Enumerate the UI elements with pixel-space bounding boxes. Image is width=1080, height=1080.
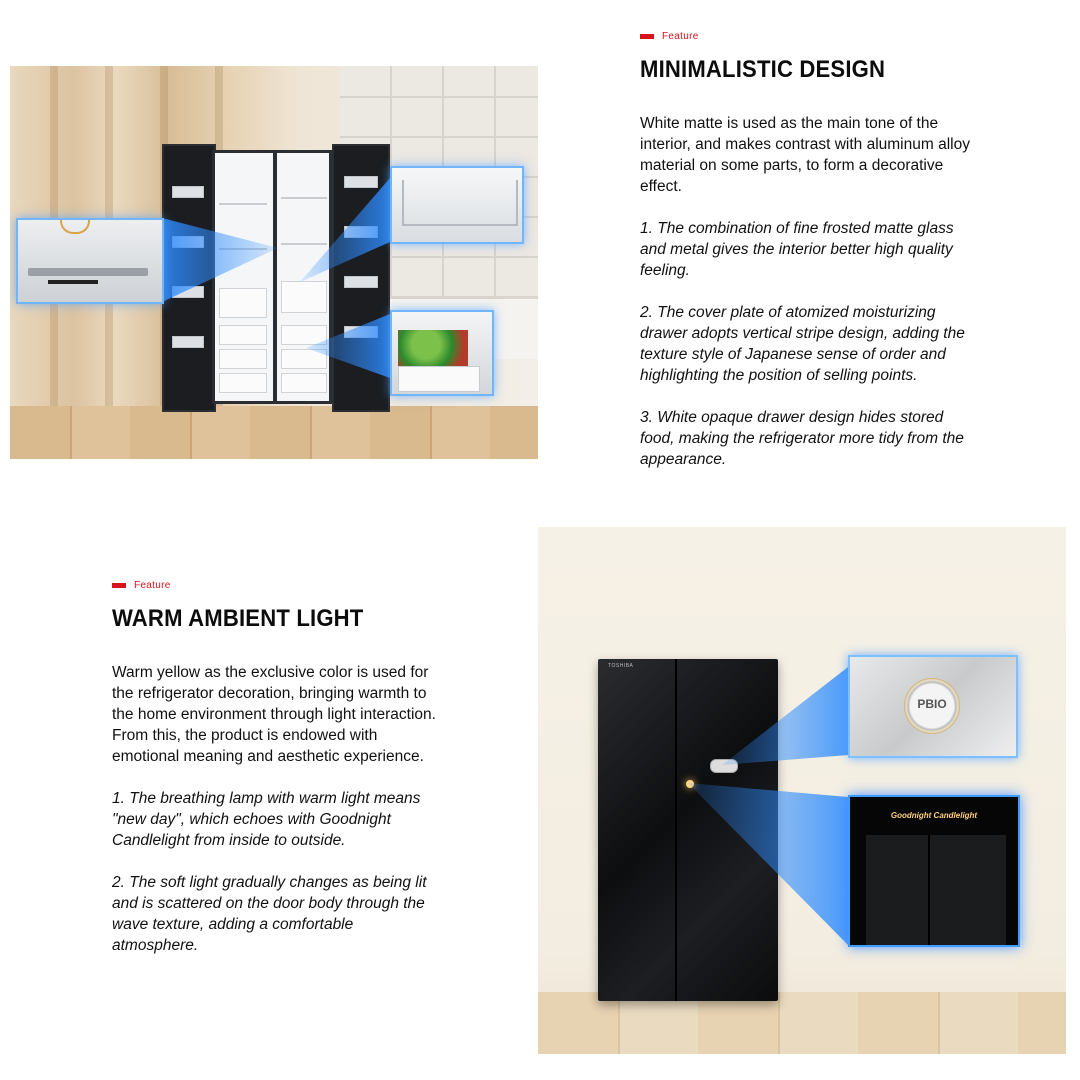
warm-ambient-light-photo (538, 527, 1066, 1054)
section1-point-1: 1. The combination of fine frosted matte glass and metal gives the interior better high quality feeling. (640, 220, 954, 279)
zoom-panel-frosted-glass (390, 166, 524, 244)
zoom-panel-candlelight (848, 795, 1020, 947)
zoom-panel-shelf (16, 218, 164, 304)
feature-tag-label: Feature (662, 31, 699, 42)
brand-logo: TOSHIBA (608, 663, 634, 669)
feature-marker-icon (112, 583, 126, 588)
section1-body (640, 113, 980, 491)
zoom-panel-drawer (390, 310, 494, 396)
section1-point-3: 3. White opaque drawer design hides stored food, making the refrigerator more tidy from the appearance. (640, 409, 964, 468)
section2-intro: Warm yellow as the exclusive color is used for the refrigerator decoration, bringing warmth to the home environment through light interaction. From this, the product is endowed with emotional meaning and aesthetic experience. (112, 664, 436, 765)
section-title-minimalistic-design: MINIMALISTIC DESIGN (640, 56, 886, 83)
candlelight-label: Goodnight Candlelight (890, 811, 978, 820)
section1-intro: White matte is used as the main tone of the interior, and makes contrast with aluminum alloy material on some parts, to form a decorative effect. (640, 115, 970, 195)
section1-point-2: 2. The cover plate of atomized moisturizing drawer adopts vertical stripe design, adding the texture style of Japanese sense of order and highlighting the position of selling points. (640, 304, 965, 384)
zoom-panel-pbio (848, 655, 1018, 758)
pbio-label: PBIO (917, 697, 947, 711)
minimalistic-design-photo (10, 66, 538, 459)
section-title-warm-ambient-light: WARM AMBIENT LIGHT (112, 605, 364, 632)
highlight-beams-2 (538, 527, 1066, 1054)
feature-tag-2 (112, 580, 171, 591)
section2-point-2: 2. The soft light gradually changes as being lit and is scattered on the door body through the wave texture, adding a comfortable atmosphere. (112, 874, 427, 954)
feature-tag-1 (640, 31, 699, 42)
section2-point-1: 1. The breathing lamp with warm light means "new day", which echoes with Goodnight Candlelight from inside to outside. (112, 790, 421, 849)
section2-body (112, 662, 437, 977)
feature-tag-label: Feature (134, 580, 171, 591)
feature-marker-icon (640, 34, 654, 39)
